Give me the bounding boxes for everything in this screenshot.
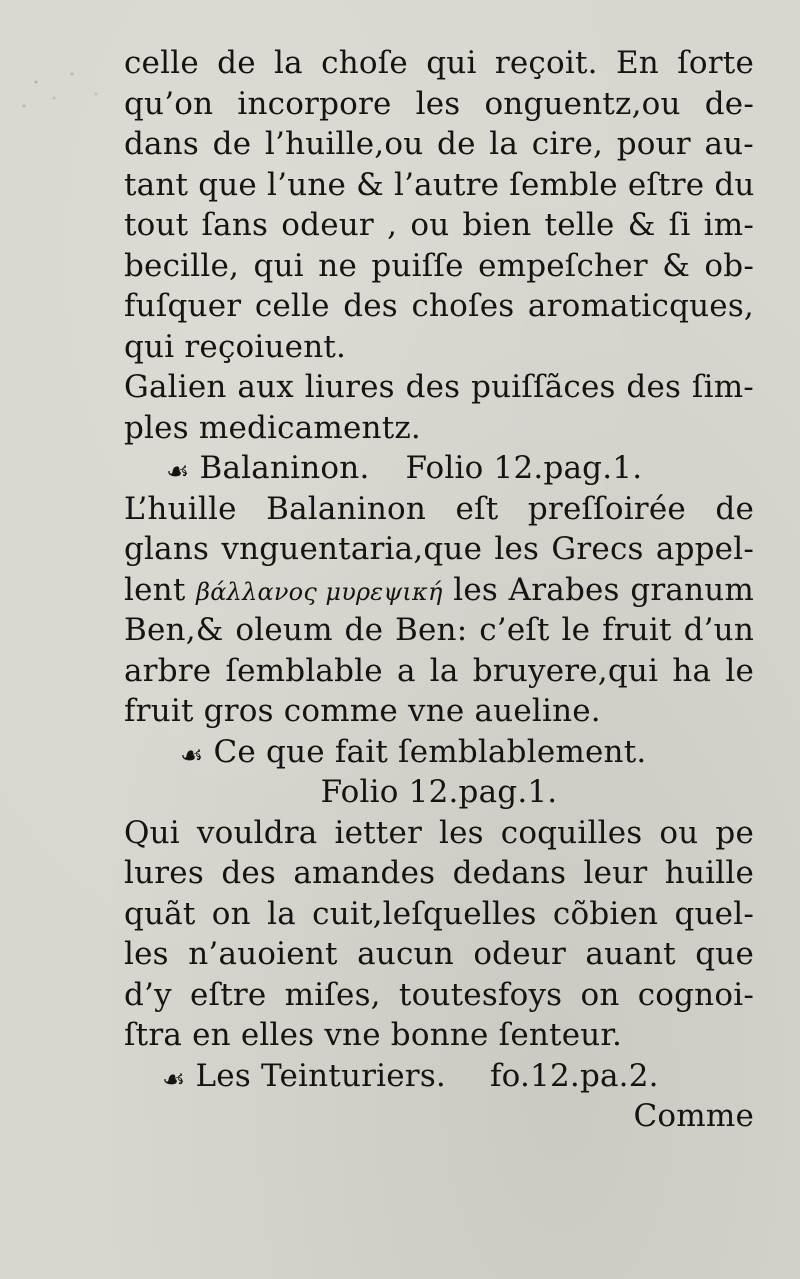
text-line: qui reçoiuent. — [124, 328, 347, 365]
fleuron-icon: ☙ — [162, 1064, 186, 1095]
heading-folio-ref: fo.12.pa.2. — [490, 1057, 659, 1094]
text-line: quãt on la cuit,leſquelles cõbien quel- — [124, 895, 754, 932]
text-line: d’y eſtre miſes, toutesfoys on cognoi- — [124, 976, 754, 1013]
text-line: ſtra en elles vne bonne ſenteur. — [124, 1017, 623, 1053]
section-heading-semblablement — [124, 732, 754, 773]
text-line: fruit gros comme vne aueline. — [124, 693, 601, 729]
page-text — [124, 43, 754, 1137]
text-line: lures des amandes dedans leur huille — [124, 855, 754, 891]
text-line: ples medicamentz. — [124, 409, 421, 446]
text-line: fuſquer celle des choſes aromaticques, — [124, 288, 754, 324]
fleuron-icon: ☙ — [166, 457, 190, 487]
text-line: L’huille Balaninon eſt preſſoirée de — [124, 490, 754, 527]
text-line: celle de la choſe qui reçoit. En ſorte — [124, 45, 754, 81]
section-heading-teinturiers — [124, 1056, 754, 1097]
text-fragment: les Arabes granum — [453, 571, 755, 608]
greek-term: βάλλανος μυρεψική — [196, 577, 443, 606]
text-line: becille, qui ne puiſſe empeſcher & ob- — [124, 247, 754, 284]
text-line: Galien aux liures des puiſſãces des ſim- — [124, 369, 754, 405]
text-line: Qui vouldra ietter les coquilles ou pe — [124, 814, 754, 851]
text-line: tant que l’une & l’autre ſemble eſtre du — [124, 166, 755, 203]
text-line: dans de l’huille,ou de la cire, pour au- — [124, 126, 754, 162]
text-line-with-greek — [124, 570, 754, 611]
heading-title: Balaninon. — [199, 450, 370, 486]
text-fragment: lent — [124, 571, 186, 608]
text-line: arbre ſemblable a la bruyere,qui ha le — [124, 652, 754, 689]
section-heading-balaninon — [124, 448, 754, 489]
text-line: tout ſans odeur , ou bien telle & ſi im- — [124, 207, 754, 243]
fleuron-icon: ☙ — [180, 740, 204, 771]
text-line: glans vnguentaria,que les Grecs appel- — [124, 531, 754, 567]
heading-folio-ref: Folio 12.pag.1. — [405, 450, 643, 486]
paper-stain — [0, 50, 120, 130]
text-line: les n’auoient aucun odeur auant que — [124, 936, 754, 972]
text-line: qu’on incorpore les onguentz,ou de- — [124, 85, 754, 122]
heading-folio-ref: Folio 12.pag.1. — [320, 774, 558, 810]
heading-title: Ce que fait ſemblablement. — [213, 733, 647, 770]
text-line: Ben,& oleum de Ben: c’eſt le fruit d’un — [124, 612, 754, 648]
catchword: Comme — [633, 1098, 754, 1134]
heading-title: Les Teinturiers. — [195, 1057, 446, 1094]
